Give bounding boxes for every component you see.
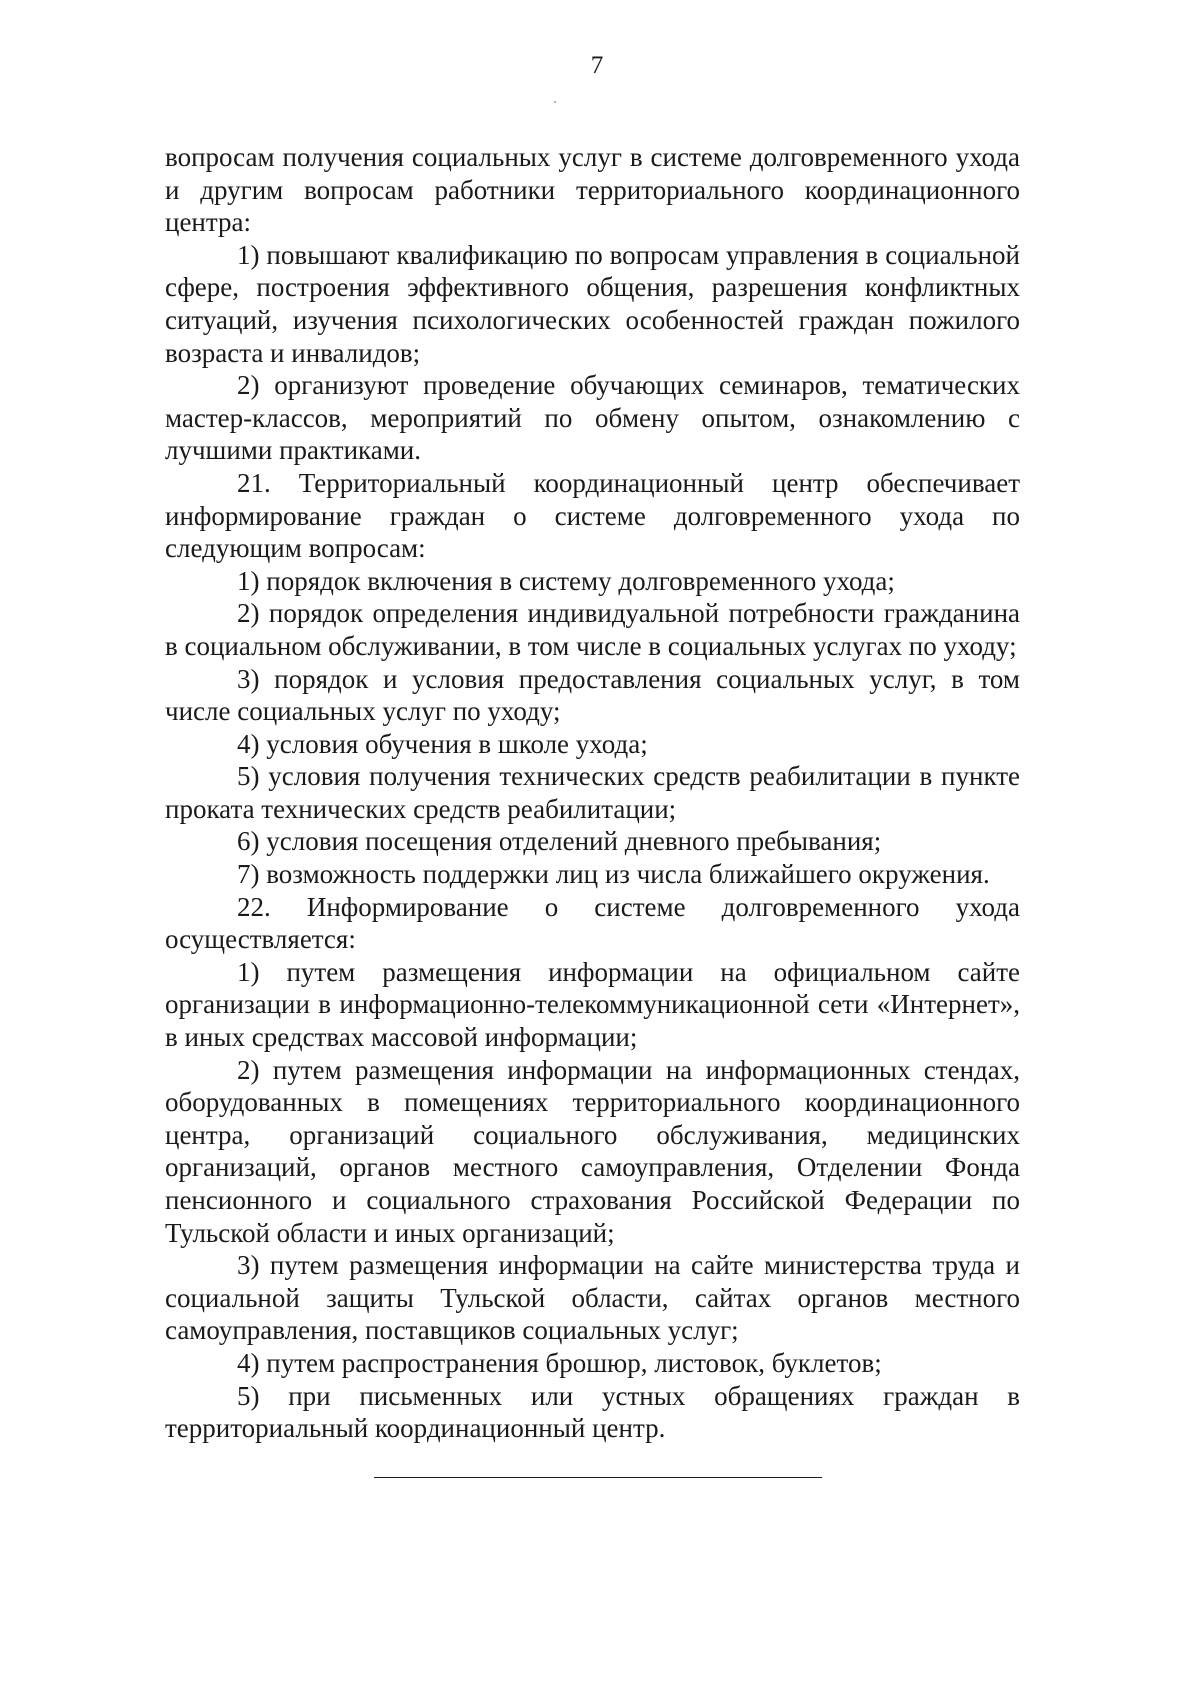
paragraph-item-1-qualification: 1) повышают квалификацию по вопросам управления в социальной сфере, построения эффективного общения, разрешения конфликтных ситуаций, изучения психологических особенностей граждан пожилого возраста и инвалидов; (165, 239, 1020, 368)
paragraph-22-item-2: 2) путем размещения информации на информационных стендах, оборудованных в помещениях территориального координационного центра, организаций социального обслуживания, медицинских организаций, органов местного самоуправления, Отделении Фонда пенсионного и социального страхования Российской Федерации по Тульской области и иных организаций; (165, 1054, 1020, 1248)
paragraph-21-item-7: 7) возможность поддержки лиц из числа ближайшего окружения. (237, 859, 990, 890)
scan-speck (554, 101, 556, 103)
paragraph-22-item-4: 4) путем распространения брошюр, листовок, буклетов; (237, 1347, 882, 1378)
page-number: 7 (590, 52, 604, 79)
closing-rule (374, 1477, 822, 1478)
paragraph-21-item-1: 1) порядок включения в систему долговременного ухода; (237, 565, 895, 596)
paragraph-21-item-4: 4) условия обучения в школе ухода; (237, 728, 648, 759)
paragraph-22-item-1: 1) путем размещения информации на официальном сайте организации в информационно-телекоммуникационной сети «Интернет», в иных средствах массовой информации; (165, 956, 1020, 1053)
paragraph-21-item-6: 6) условия посещения отделений дневного пребывания; (237, 826, 882, 857)
document-body (165, 141, 1020, 1445)
paragraph-22-item-5: 5) при письменных или устных обращениях граждан в территориальный координационный центр. (165, 1380, 1020, 1444)
paragraph-continuation: вопросам получения социальных услуг в системе долговременного ухода и другим вопросам работники территориального координационного центра: (165, 142, 1020, 238)
paragraph-21-item-2: 2) порядок определения индивидуальной потребности гражданина в социальном обслуживании, в том числе в социальных услугах по уходу; (165, 598, 1020, 661)
paragraph-22-item-3: 3) путем размещения информации на сайте министерства труда и социальной защиты Тульской области, сайтах органов местного самоуправления, поставщиков социальных услуг; (165, 1250, 1020, 1346)
paragraph-21-item-3: 3) порядок и условия предоставления социальных услуг, в том числе социальных услуг по уходу; (165, 663, 1020, 727)
paragraph-section-21: 21. Территориальный координационный центр обеспечивает информирование граждан о системе долговременного ухода по следующим вопросам: (165, 467, 1020, 564)
paragraph-21-item-5: 5) условия получения технических средств реабилитации в пункте проката технических средств реабилитации; (165, 761, 1020, 824)
paragraph-section-22: 22. Информирование о системе долговременного ухода осуществляется: (165, 891, 1020, 955)
paragraph-item-2-seminars: 2) организуют проведение обучающих семинаров, тематических мастер-классов, мероприятий по обмену опытом, ознакомлению с лучшими практиками. (165, 370, 1020, 466)
